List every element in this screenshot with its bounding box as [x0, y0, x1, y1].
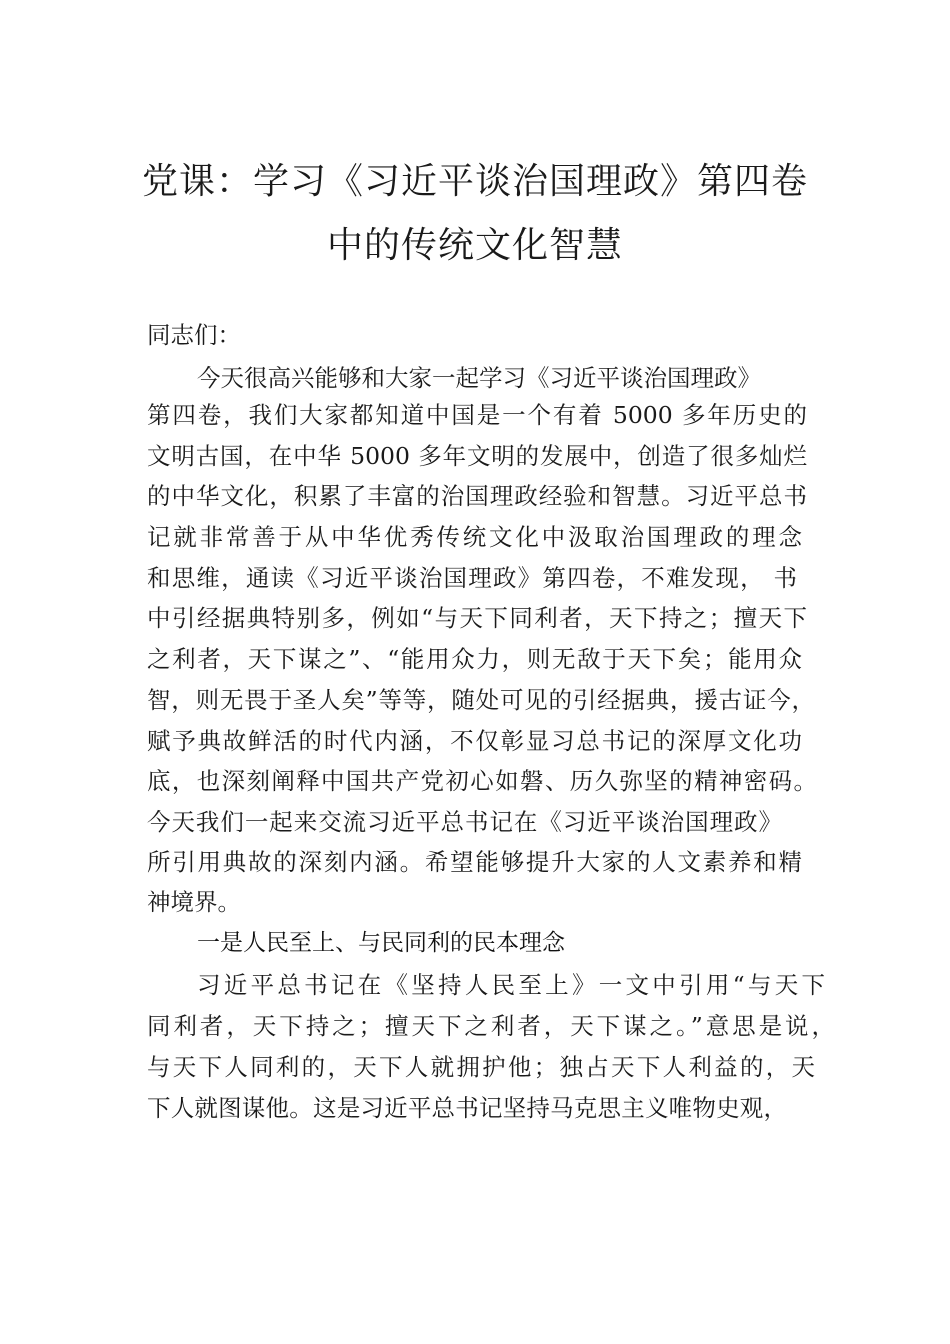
document-title-line-2: 中的传统文化智慧: [326, 225, 623, 266]
paragraph-line: 下人就图谋他。这是习近平总书记坚持马克思主义唯物史观，: [147, 1094, 787, 1122]
paragraph-line: 赋予典故鲜活的时代内涵，不仅彰显习总书记的深厚文化功: [147, 727, 802, 755]
paragraph-line: 同利者，天下持之；擅天下之利者，天下谋之。”意思是说，: [147, 1012, 835, 1040]
document-title-line-1: 党课：学习《习近平谈治国理政》第四卷: [141, 161, 808, 202]
paragraph-line: 的中华文化，积累了丰富的治国理政经验和智慧。习近平总书: [147, 482, 807, 510]
paragraph-line: 习近平总书记在《坚持人民至上》一文中引用“与天下: [197, 971, 825, 999]
paragraph-line: 记就非常善于从中华优秀传统文化中汲取治国理政的理念: [147, 523, 802, 551]
paragraph-line: 和思维，通读《习近平谈治国理政》第四卷，不难发现， 书: [147, 564, 797, 592]
paragraph-line: 中引经据典特别多，例如“与天下同利者，天下持之；擅天下: [147, 604, 807, 632]
paragraph-line: 文明古国，在中华 5000 多年文明的发展中，创造了很多灿烂: [147, 442, 807, 470]
salutation: 同志们：: [147, 321, 241, 349]
paragraph-line: 智，则无畏于圣人矣”等等，随处可见的引经据典，援古证今，: [147, 686, 815, 714]
paragraph-line: 之利者，天下谋之”、“能用众力，则无敌于天下矣；能用众: [147, 645, 802, 673]
paragraph-line: 神境界。: [147, 888, 241, 916]
paragraph-line: 今天我们一起来交流习近平总书记在《习近平谈治国理政》: [147, 808, 782, 836]
paragraph-line: 今天很高兴能够和大家一起学习《习近平谈治国理政》: [197, 364, 761, 392]
section-heading: 一是人民至上、与民同利的民本理念: [197, 930, 565, 956]
paragraph-line: 所引用典故的深刻内涵。希望能够提升大家的人文素养和精: [147, 848, 802, 876]
paragraph-line: 第四卷，我们大家都知道中国是一个有着 5000 多年历史的: [147, 401, 807, 429]
paragraph-line: 底，也深刻阐释中国共产党初心如磐、历久弥坚的精神密码。: [147, 767, 817, 795]
paragraph-line: 与天下人同利的，天下人就拥护他；独占天下人利益的，天: [147, 1053, 815, 1081]
